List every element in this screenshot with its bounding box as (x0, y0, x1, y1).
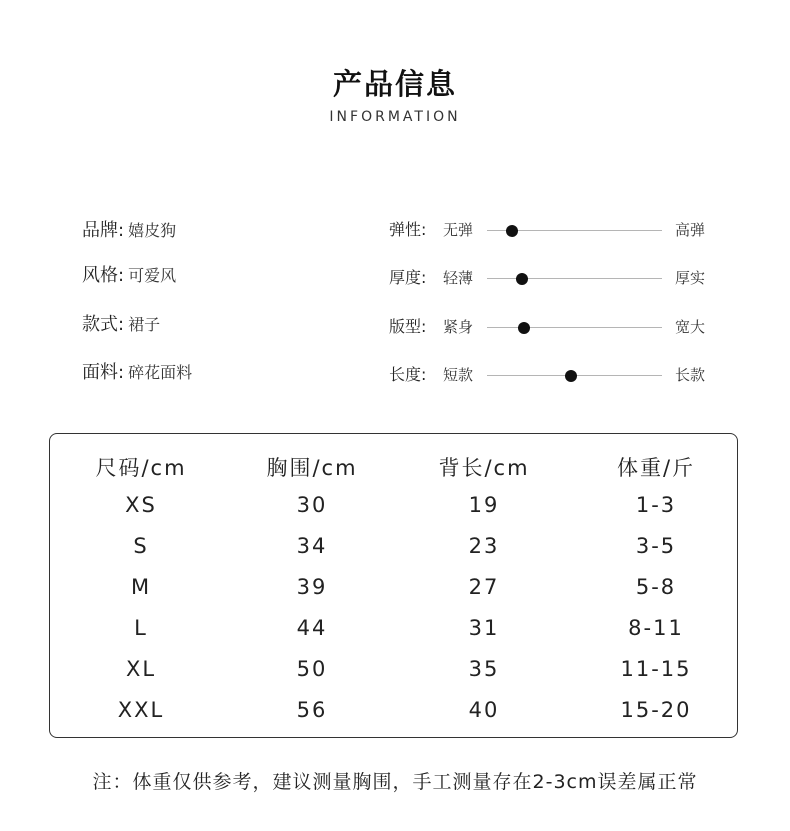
slider-min-label: 轻薄 (443, 269, 474, 287)
attribute-label: 面料: (82, 362, 125, 383)
slider-elasticity (389, 218, 719, 242)
table-header: 背长/cm (438, 456, 530, 480)
table-cell: XXL (117, 698, 165, 722)
size-table (49, 433, 738, 738)
attribute-style (82, 264, 176, 288)
table-cell: 19 (468, 493, 500, 517)
slider-label: 版型: (389, 317, 427, 336)
slider-knob (518, 322, 530, 334)
slider-max-label: 高弹 (675, 221, 706, 239)
attribute-label: 风格: (82, 265, 125, 286)
attribute-brand (82, 219, 176, 243)
slider-knob (516, 273, 528, 285)
attribute-value: 碎花面料 (128, 363, 193, 382)
table-cell: S (133, 534, 149, 558)
table-cell: 27 (468, 575, 500, 599)
table-cell: 5-8 (635, 575, 677, 599)
page-subtitle: INFORMATION (329, 109, 461, 125)
slider-max-label: 长款 (675, 366, 706, 384)
table-cell: L (134, 616, 148, 640)
attribute-fabric (82, 361, 192, 385)
slider-max-label: 宽大 (675, 318, 706, 336)
attribute-value: 嬉皮狗 (128, 221, 177, 240)
table-cell: XL (125, 657, 157, 681)
slider-min-label: 短款 (443, 366, 474, 384)
table-cell: 56 (296, 698, 328, 722)
table-header: 胸围/cm (266, 456, 358, 480)
measurement-note: 注：体重仅供参考，建议测量胸围，手工测量存在2-3cm误差属正常 (92, 771, 698, 793)
attribute-label: 品牌: (82, 220, 125, 241)
table-cell: 40 (468, 698, 500, 722)
slider-label: 长度: (389, 365, 427, 384)
table-cell: 34 (296, 534, 328, 558)
table-cell: 23 (468, 534, 500, 558)
attribute-type (82, 313, 160, 337)
table-cell: 1-3 (635, 493, 677, 517)
slider-length (389, 363, 719, 387)
attribute-value: 可爱风 (128, 266, 177, 285)
slider-knob (565, 370, 577, 382)
table-cell: 35 (468, 657, 500, 681)
slider-knob (506, 225, 518, 237)
table-cell: 39 (296, 575, 328, 599)
table-cell: 30 (296, 493, 328, 517)
slider-label: 厚度: (389, 268, 427, 287)
slider-max-label: 厚实 (675, 269, 706, 287)
slider-fit (389, 315, 719, 339)
table-cell: 31 (468, 616, 500, 640)
slider-label: 弹性: (389, 220, 427, 239)
table-cell: 44 (296, 616, 328, 640)
table-cell: M (130, 575, 152, 599)
slider-min-label: 无弹 (443, 221, 474, 239)
table-cell: XS (125, 493, 157, 517)
slider-track (487, 278, 662, 279)
table-cell: 3-5 (635, 534, 677, 558)
attribute-value: 裙子 (128, 315, 161, 334)
table-header: 尺码/cm (95, 456, 187, 480)
slider-track (487, 327, 662, 328)
table-cell: 8-11 (628, 616, 684, 640)
table-cell: 50 (296, 657, 328, 681)
slider-min-label: 紧身 (443, 318, 474, 336)
slider-thickness (389, 266, 719, 290)
table-cell: 11-15 (620, 657, 692, 681)
page-title: 产品信息 (332, 67, 457, 101)
table-header: 体重/斤 (616, 456, 696, 480)
table-cell: 15-20 (620, 698, 692, 722)
attribute-label: 款式: (82, 314, 125, 335)
